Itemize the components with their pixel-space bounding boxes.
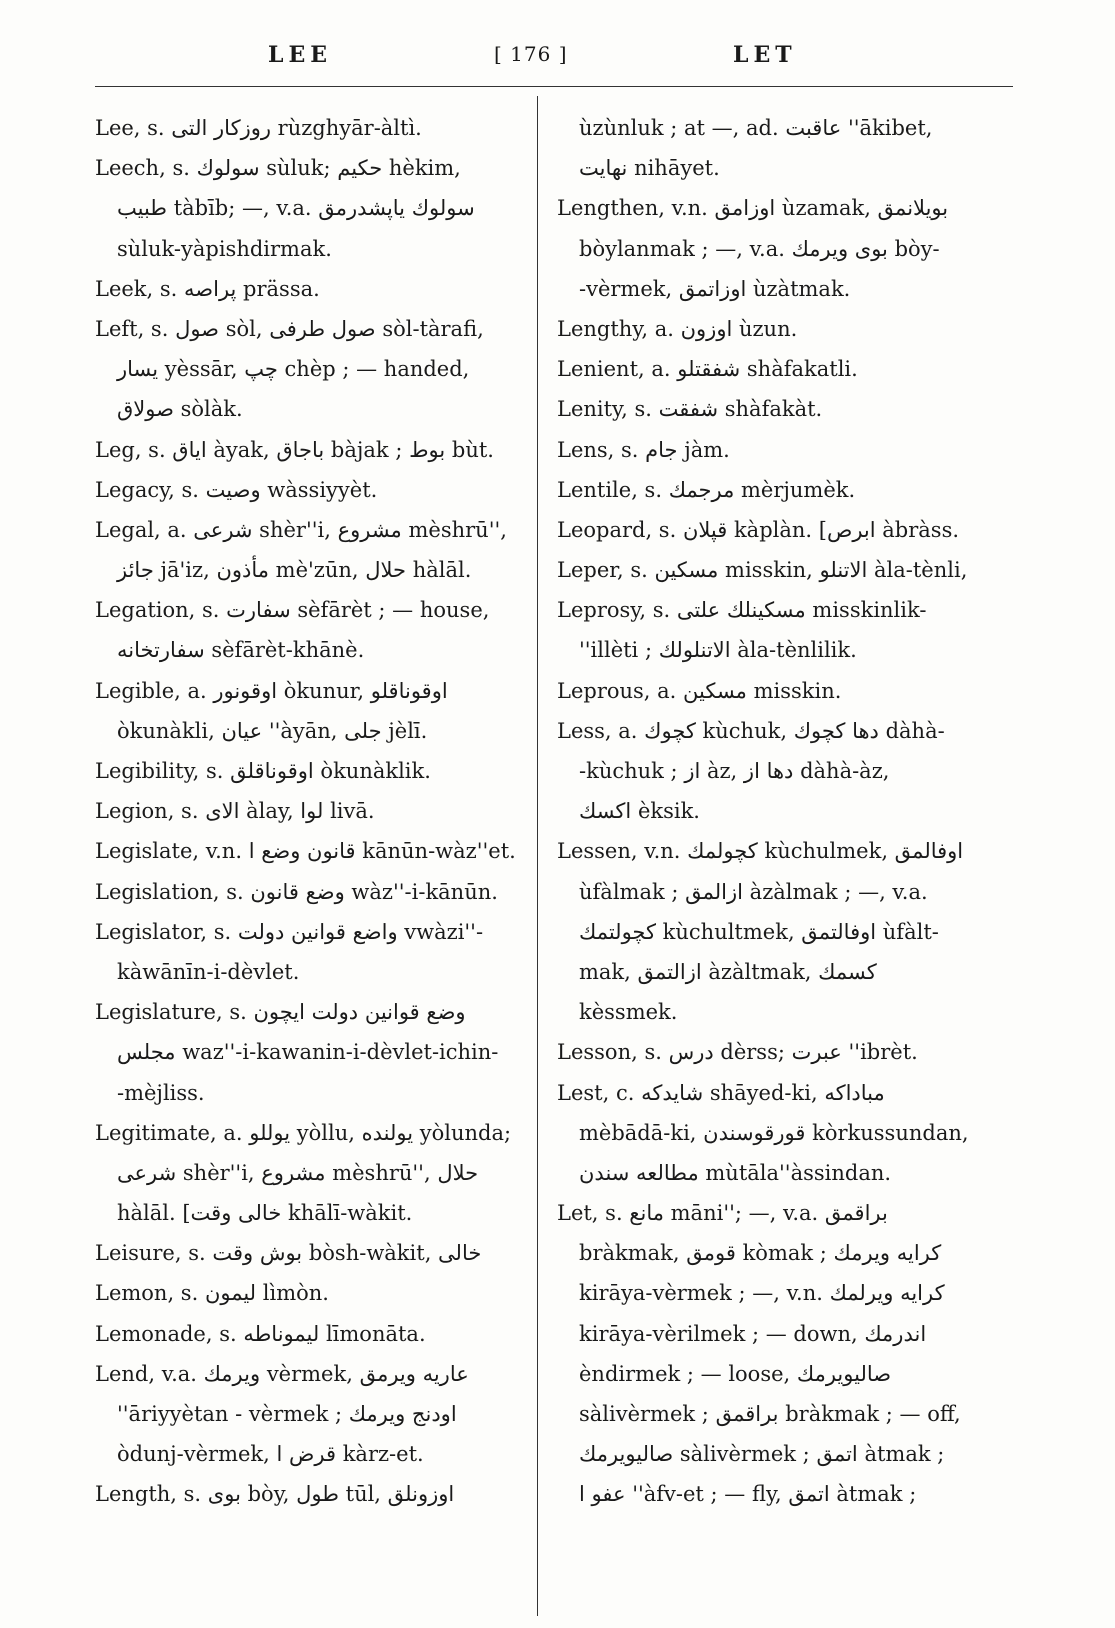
dictionary-line: Leisure, s. بوش وقت bòsh-wàkit, خالی [95,1241,482,1266]
right-column [557,108,982,1515]
dictionary-line: Left, s. صول sòl, صول طرفی sòl-tàrafi, [95,316,484,341]
dictionary-line: Lemon, s. ليمون lìmòn. [95,1281,329,1306]
dictionary-line: Leek, s. پراصه prässa. [95,276,320,301]
dictionary-line: bòylanmak ; —, v.a. بوی ويرمك bòy- [579,236,940,261]
page-number: [ 176 ] [494,42,568,66]
dictionary-line: Lens, s. جام jàm. [557,437,730,462]
dictionary-line: Lemonade, s. ليموناطه līmonāta. [95,1321,426,1346]
dictionary-line: ''illèti ; الاتنلولك àla-tènlilik. [579,638,857,663]
dictionary-line: Leper, s. مسكين misskin, الاتنلو àla-tènli, [557,558,968,583]
dictionary-line: Length, s. بوی bòy, طول tūl, اوزونلق [95,1482,455,1507]
dictionary-line: Lessen, v.n. كچولمك kùchulmek, اوفالمق [557,839,964,864]
dictionary-line: Legation, s. سفارت sèfārèt ; — house, [95,598,490,623]
dictionary-line: mèbādā-ki, قورقوسندن kòrkussundan, [579,1120,969,1145]
dictionary-line: Lend, v.a. ويرمك vèrmek, عاريه ويرمق [95,1361,469,1386]
dictionary-line: kàwānīn-i-dèvlet. [117,959,300,984]
dictionary-line: -mèjliss. [117,1080,205,1105]
dictionary-line: نهايت nihāyet. [579,156,720,181]
dictionary-line: mak, ازالتمق àzàltmak, كسمك [579,959,877,984]
dictionary-line: شرعی shèr''i, مشروع mèshrū'', حلال [117,1160,479,1185]
header-right-guideword: LET [733,42,797,68]
left-column [95,108,520,1515]
dictionary-line: اكسك èksik. [579,799,700,824]
column-divider [537,96,538,1616]
dictionary-line: Legible, a. اوقونور òkunur, اوقوناقلو [95,678,448,703]
dictionary-line: صاليويرمك sàlivèrmek ; اتمق àtmak ; [579,1442,945,1467]
dictionary-line: Legitimate, a. يوللو yòllu, يولنده yòlunda; [95,1120,512,1145]
dictionary-line: ùfàlmak ; ازالمق àzàlmak ; —, v.a. [579,879,928,904]
dictionary-line: مطالعه سندن mùtāla''àssindan. [579,1160,892,1185]
dictionary-line: Leg, s. اياق àyak, باجاق bàjak ; بوط bùt. [95,437,494,462]
dictionary-line: Lest, c. شايدكه shāyed-ki, مباداكه [557,1080,885,1105]
dictionary-line: -vèrmek, اوزاتمق ùzàtmak. [579,276,851,301]
dictionary-line: Lengthen, v.n. اوزامق ùzamak, بويلانمق [557,196,949,221]
dictionary-line: كچولتمك kùchultmek, اوفالتمق ùfàlt- [579,919,939,944]
dictionary-line: Leech, s. سولوك sùluk; حكيم hèkim, [95,156,461,181]
dictionary-line: òdunj-vèrmek, قرض ا kàrz-et. [117,1442,424,1467]
dictionary-line: Lenity, s. شفقت shàfakàt. [557,397,823,422]
dictionary-line: ''āriyyètan - vèrmek ; اودنج ويرمك [117,1402,457,1426]
dictionary-line: ùzùnluk ; at —, ad. عاقبت ''ākibet, [579,116,933,140]
dictionary-line: مجلس waz''-i-kawanin-i-dèvlet-ichin- [117,1040,499,1065]
dictionary-line: صولاق sòlàk. [117,397,243,422]
dictionary-line: طبيب tàbīb; —, v.a. سولوك ياپشدرمق [117,196,475,221]
dictionary-line: sàlivèrmek ; براقمق bràkmak ; — off, [579,1402,961,1426]
dictionary-line: Lengthy, a. اوزون ùzun. [557,316,798,341]
dictionary-line: Legibility, s. اوقوناقلق òkunàklik. [95,759,431,783]
dictionary-line: hàlāl. [خالی وقت khālī-wàkit. [117,1201,413,1226]
dictionary-line: Less, a. كچوك kùchuk, دها كچوك dàhà- [557,718,945,743]
dictionary-line: òkunàkli, عيان ''àyān, جلی jèlī. [117,718,428,743]
dictionary-line: -kùchuk ; از àz, دها از dàhà-àz, [579,759,890,783]
page-header [0,42,1115,78]
dictionary-line: Lee, s. روزكار التی rùzghyār-àltì. [95,116,422,140]
dictionary-line: عفو ا ''àfv-et ; — fly, اتمق àtmak ; [579,1482,917,1507]
dictionary-line: Legion, s. الای àlay, لوا livā. [95,799,375,824]
dictionary-line: Let, s. مانع māni''; —, v.a. براقمق [557,1201,888,1226]
header-left-guideword: LEE [268,42,333,68]
dictionary-line: Leprosy, s. مسكينلك علتی misskinlik- [557,598,927,623]
dictionary-line: يسار yèssār, چپ chèp ; — handed, [117,357,470,382]
dictionary-line: Legal, a. شرعی shèr''i, مشروع mèshrū'', [95,517,507,542]
dictionary-line: sùluk-yàpishdirmak. [117,236,332,261]
dictionary-line: Lenient, a. شفقتلو shàfakatli. [557,357,858,382]
dictionary-line: Legislate, v.n. قانون وضع ا kānūn-wàz''et. [95,839,516,864]
dictionary-line: Legislature, s. وضع قوانين دولت ايچون [95,1000,466,1025]
dictionary-line: èndirmek ; — loose, صاليويرمك [579,1361,892,1386]
dictionary-line: Legislator, s. واضع قوانين دولت vwàzi''- [95,919,484,944]
dictionary-line: kirāya-vèrilmek ; — down, اندرمك [579,1321,927,1346]
dictionary-line: جائز jā'iz, مأذون mè'zūn, حلال hàlāl. [117,558,472,583]
dictionary-line: Legislation, s. وضع قانون wàz''-i-kānūn. [95,879,498,904]
dictionary-line: bràkmak, قومق kòmak ; كرايه ويرمك [579,1241,942,1266]
dictionary-line: Legacy, s. وصيت wàssiyyèt. [95,477,378,502]
dictionary-line: Lentile, s. مرجمك mèrjumèk. [557,477,856,502]
dictionary-line: Lesson, s. درس dèrss; عبرت ''ibrèt. [557,1040,918,1065]
dictionary-line: Leopard, s. قپلان kàplàn. [ابرص àbràss. [557,517,960,542]
dictionary-line: kèssmek. [579,1000,678,1025]
dictionary-line: Leprous, a. مسكين misskin. [557,678,842,703]
header-rule [95,86,1013,87]
dictionary-line: kirāya-vèrmek ; —, v.n. كرايه ويرلمك [579,1281,945,1306]
dictionary-line: سفارتخانه sèfārèt-khānè. [117,638,365,663]
